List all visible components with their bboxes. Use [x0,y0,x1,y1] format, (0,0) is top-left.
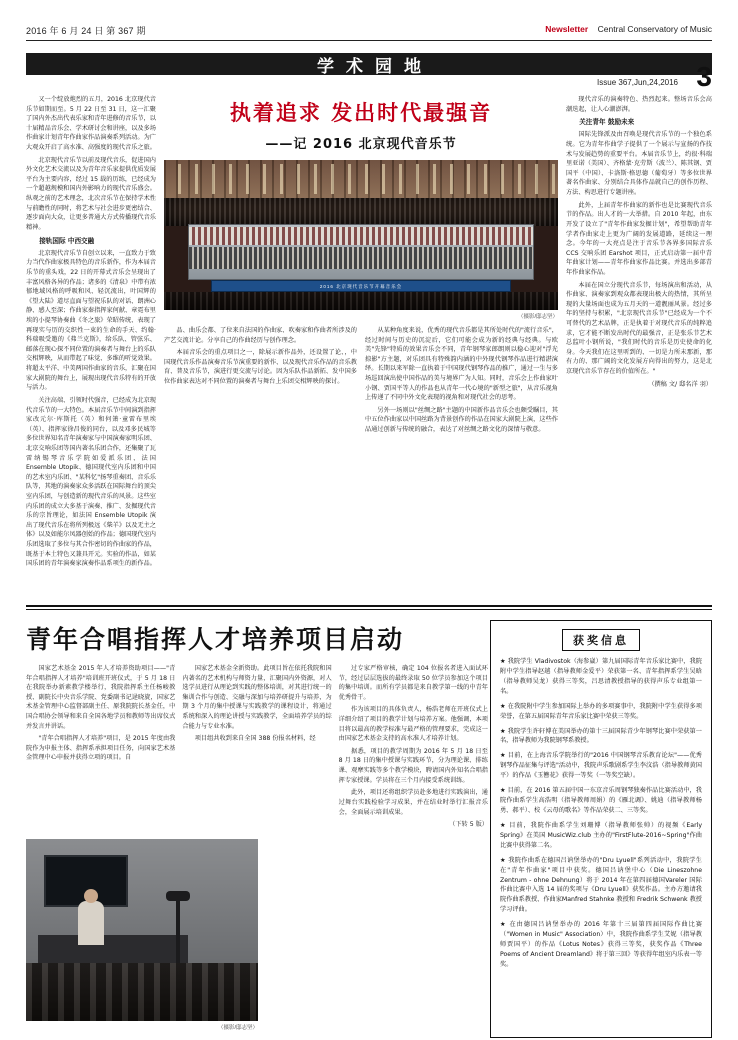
paragraph: 又一个绽放炮烈的五月，2016 北京现代音乐节如期而至。5 月 22 日至 31 日，这一汇聚了国内外杰出代表乐家和青年进修的音乐节，以十届精品音乐会、学术研讨会和讲座，以及多场作曲家计划青年作曲家作品演奏系列活动。为广大观众开启了高水准、高强度的现代音乐之旅。 [26,96,156,152]
photo-choir [189,227,534,245]
bottom-article-columns [26,664,488,833]
photo-stage-banner [211,280,510,292]
award-item: ★ 我院学生 Vladivostok（海参崴）第九届国际青年音乐家比赛中，我院附中学生指导赵越（指导教师金爱平）荣获第一名、青年指挥系学生吴晗（指导教师吴龙）获得三等奖，吕思清教授指导的获得声乐专业组第一名。 [500,658,702,695]
photo-stage-lights [164,164,558,194]
paragraph: 作为该项目的具体负责人，杨浩老师在开班仪式上详细介绍了项目的教学计划与培养方案。他强调，本项目将以最高的教学标准与最严格的管理要求，完成这一由国家艺术基金支持的高水准人才培养计划。 [338,706,488,743]
bottom-column-1 [26,664,175,833]
paragraph: 北京现代音乐节以前及现代音乐，促进国内外文化艺术交流以及为青年音乐家提供优质发展平台为主要内容，经过 15 载的历练，已经成为一个超越规模和国内外影响力的现代音乐盛会。纵观之前的艺术理念，北次音乐节在保持学术性与前瞻性的同时，将艺术与社会进步更密结合、逐步面向大众，让更多普通大方式传播现代音乐精神。 [26,156,156,231]
lecture-photo-caption: （摄影/邸志坚） [217,1024,258,1031]
top-article-right-column [566,95,712,595]
photo-stage [188,224,535,280]
top-article-center-columns [164,326,558,438]
paragraph: 国家艺术基金 2015 年人才培养资助项目——"青年合唱指挥人才培养"培训班开班仪式，于 5 月 18 日在我院举办新素教学楼举行，我院指挥系主任杨峻教授、副院长中央音乐学院、党委副书记逯晓旋，国家艺术基金管理中心监督部副主任、原我院院长基金任，中国合唱协会领导和来自全国各地学员和教师等出席仪式并发言并讲话。 [26,665,176,730]
paragraph: "青年合唱指挥人才培养"项目，是 2015 年度由我院作为申报主体、指挥系承担项目任务，向国家艺术基金管理中心申报并获得立项的项目。自 [26,735,176,762]
masthead-brand [545,24,712,34]
paragraph: 品、曲乐会都、了位来自法国的作曲家、吹奏家和作曲者所涉及的产艺交流计论。分享自己的作曲经历与创作理念。 [164,327,357,344]
awards-box [490,620,712,1038]
lecture-photo [26,839,258,1021]
subheading: 接轨国际 中西交融 [39,236,95,245]
bottom-section [26,620,712,1040]
center-subcolumn-right [365,326,558,438]
organization-label: Central Conservatory of Music [597,24,712,34]
section-header [26,45,712,92]
photo-speaker-body [78,901,104,945]
issue-line: Issue 367,Jun,24,2016 [597,78,678,87]
award-item: ★ 我院作曲系在德国吕讷堡举办的"Dru Lyuell"系列活动中，我院学生在"青年作曲家"项目中获奖。德国吕讷堡中心（Die Lineszohne Zentrum - ohne Dehnung）将于 2014 年在第四届德国Vareler 国际作曲比赛中入选 14 届的奖项与《Dru Lyuell》获奖作品。主办方邀请我院作曲系教授、作曲家Manfred Stahnke 教授和 Fredrik Schwenk 教授学习评曲。 [500,856,702,914]
masthead-divider [26,40,712,41]
byline: （撰稿 文/ 邸名洋 羽） [648,380,712,388]
photo-upper-balcony [164,198,558,226]
award-item: ★ 目前，在 2016 第五届中国一东京音乐周钢琴独奏作品比赛活动中，我院作曲系学生高浩明（指导教师周娟）的《雁北调》、姚迪（指导教师杨勇、郝平）、校《云母的歌名》等作品荣获二、三等奖。 [500,787,702,814]
bottom-column-2 [182,664,331,833]
paragraph: 过专家严格审核，确定 104 位报名者进入面试环节，经过层层选拔的最终录取 50 位学员参加这个项目的集中培训。而所有学员都是来自教学第一线的中青年优秀骨干。 [338,665,488,701]
continuation-note: （下转 5 版） [449,821,488,829]
paragraph: 本届音乐会的重点项目之一，除展示新作品外，还设置了论、，中国现代音乐作品演奏音乐节演重要的新作、以及现代音乐作品的音乐教育、普及音乐节，演进行更交流与讨论。因为乐队作品新拓、发中国多位作曲家表达对不同位置的演奏者与舞台上乐团交相辉映的探讨。 [164,349,357,386]
paragraph: 本届在国立分现代音乐节，每场演出和活动，从作曲家、演奏家到观众都表现出极大的热情，其所呈现的大量场面也成为五月天的一道靓丽风景。经过多年的坚持与积累，"北京现代音乐节"已经成为一个不可替代的艺术品牌，正是执着于对现代音乐的纯粹追求，它才能不断发出时代的最强音，正是张乐节艺术总监叶小钢所说，"我们时代的音乐是历史使命的化身。今天我们在这里听到的、一切是力所未那新，那有力的、那广阔的文化发展方向得出的努力，这是北京现代音乐节存在的价值所在。" [566,281,712,376]
award-item: ★ 我院学生许轩博在美国举办的第十三届国际青少年钢琴比赛中荣获第一名，指导教师为我院钢琴系教授。 [500,727,702,745]
masthead-date: 2016 年 6 月 24 日 第 367 期 [26,26,146,36]
paragraph: 关注高端、引领时代强音，已经成为北京现代音乐节的一大特色。本届音乐节中间演到指挥家改元尔·库斯托（英）和何箫·童雷布里埃（英）、指挥家徐昌俊的同台，以及邓多民城等多位世界知名青年演奏家与中国演奏家明乐团、北京交响乐团等国内著名乐团合作，还集聚了瓦雷纳锡琴音乐学院如爱派乐团、法国 Ensemble Utopik、德国现代室内乐团和中国的艺术室内乐团、"某科忆"扬琴重奏团、音乐乐队等，其地的演奏家众多活跃在国际舞台的顶尖室内乐团，与创造新的现代音乐的风景。这些室内乐团的成立大多基于演奏、推广、发掘现代音乐的宗旨理论，如法国 Ensemble Utopik 演出了现代音乐在将所列极远《柴羊》以及无主之体》以及如能尔凤器创始的作品；德国现代室内乐团选取了多位与其合作密切的作曲家的作品，既基于本土特色又兼具开元。实验的作品，如某国乐团的青年演奏家演奏作品系项生的新作品。 [26,396,156,568]
masthead [26,22,712,42]
paragraph: 据悉，项目的教学周期为 2016 年 5 月 18 日至 8 月 18 日的集中授课与实践环节，分为理论课、排练课、观摩实践等多个教学模块，聘请国内外知名合唱指挥专家授课。学员将在三个月内接受系统训练。 [338,747,488,784]
photo-microphone-stand [176,897,180,967]
paragraph: 此外，项目还将组织学员赴多地进行实践演出，通过舞台实践检验学习成果，并在结业时举行汇报音乐会，全面展示培训成果。 [338,789,488,816]
bottom-article-headline: 青年合唱指挥人才培养项目启动 [26,625,405,654]
award-item: ★ 目前，我院作曲系学生刘珊博（指导教师张帅）的视频《Early Spring》在美国 MusicWiz.club 主办的"FirstFlute-2016~Spring"作曲比赛中获得第二名。 [500,821,702,849]
photo-audience-seats [26,963,258,1021]
photo-caption: （摄影/邸志坚） [517,314,558,320]
top-article-center [164,95,558,438]
center-subcolumn-left [164,326,357,438]
photo-banner-text: 2016 北京现代音乐节开幕音乐会 [319,284,403,289]
paragraph: 现代音乐的演奏特色、热烈起来。整场音乐会高潮迭起，让人心潮澎湃。 [566,96,712,113]
page-number: 3 [696,61,712,92]
paragraph: 另外一场则以"丝绸之路"主题的中国新作品音乐会也颇受瞩目，其中五位作曲家以中国丝路为背景创作的作品在国家大剧院上演，这些作品通过创新与传统的融合，表达了对丝绸之路文化的深情与敬意。 [365,406,558,434]
award-item: ★ 目前，在上海音乐学院举行的"2016 中国钢琴音乐教育论坛"——优秀钢琴作品征集与评选"活动中，我院声乐歌剧系学生李汶浩（指导教师黄国平）的作品《玉簪花》获得一等奖（一等奖空缺）。 [500,752,702,780]
awards-title: 获奖信息 [562,629,640,651]
top-article-subheadline: ——记 2016 北京现代音乐节 [265,137,457,152]
awards-heading [500,629,702,651]
top-article-left-column [26,95,156,595]
bottom-article-body [26,664,488,1031]
subheading: 关注青年 鼓励未来 [579,118,635,127]
newsletter-label: Newsletter [545,24,589,34]
concert-photo [164,160,558,310]
photo-speaker-head [84,889,98,903]
paragraph: 项目组共收到来自全国 388 份报名材料，经 [194,735,316,743]
award-item: ★ 在我院附中学生参加国际上举办的多项赛事中，我院附中学生获得多项荣誉，在第五届国际青年音乐家比赛中荣获三等奖。 [500,702,702,720]
paragraph: 从某种角度来说，优秀的现代音乐都是其所处时代的"流行音乐"，经过时间与历史的沉淀后，它们可能会成为新的经典与经典。与欧美"先锋"特质的效果音乐会不同，青年钢琴家郎朗则以稳心迎对"浮光掠影"方主题，对乐团具有特殊韵内涵的中外现代钢琴作品进行精湛演绎。长期以来军除一直执着于中国现代钢琴作品的推广，通过一生与多场巡回演出使中国作品的美与境界广为人知。同时，音乐会上作曲家叶小钢、贾国平等人的作品也从青年一代心境的"新型之旅"，从音乐视角上传递了不同中外文化表现的视角和对现代社会的思考。 [365,327,558,402]
paragraph: 国际先锋派及由召唤是现代音乐节的一个独色系统。它为青年作曲学子提供了一个展示与宣扬的作技术与发展趋势的重要平台。本届音乐节上，约很·科瑞里亚诺（美国）、齐格蒙·克劳斯（波兰）、陈其钢、贾国平（中国）、卡洛斯·格思德（葡萄牙）等多位世界著名作曲家、分别结合具体作品就自己的创作历程、方法、构思进行专题讲座。 [566,131,712,197]
section-divider-thin [26,609,712,610]
section-title: 学术园地 [317,57,433,77]
paragraph: 国家艺术基金全新资助。此项目旨在依托我院和国内著名的艺术机构与师资力量，汇聚国内外资源，对人选学员进行从理论到实践的整体培训，对其进行统一的集训合作与创造、交融与深加与培养研提升与培养，为期 3 个月的集中授课与实践教学的课程设计，将通过系统和深入的理论讲授与实践教学，全面培养学员的综合能力与专业水准。 [182,665,332,730]
paragraph: 此外，上届青年作曲家的新作也是比赛现代音乐节的作品。出人才的一大举措。自 2010 年起，由东开发了设立了"青年作曲家发掘计划"，希望帮助青年学者作曲家走上更为广阔的发展道路，延续这一理念。今年的一大亮点是注于音乐节各界多国际音乐 CCS 交响乐团 Earshot 项目，正式启动第一届中青年曲家计划——青年作曲家作品比赛。并选出多部青年作曲家作品。 [566,201,712,276]
top-article [26,95,712,595]
photo-orchestra [189,247,534,269]
bottom-column-3 [339,664,488,833]
top-article-headline: 执着追求 发出时代最强音 [229,101,493,125]
paragraph: 北京现代音乐节自创立以来，一直致力于致力当代作曲家极具特色的音乐新作，作为本届音乐节的重头戏，22 日的开幕式音乐会呈现出了丰富风格各异的作品；诸多的《清泉》中带有浓郁地域风格的呼吸和风、轻沉流出，叶国辉的《望大陆》道尽直面与望祝乐队的对话、朗洲心静、感人至深；作曲家秦指挥家何献、章霓布里埃的小提琴协奏曲《冬之旅》荣昭传统、表现了再现实与历的交织性一束的生命的手天、约翰·科瑞吸受邀的《弗兰克斯》，给乐队、管弦乐、邮落在现心探不同位置的演奏者与舞台上的乐队交相辉映，从而带起了味觉、多维的听觉效果。将超太平洋、中美两国作曲家的音乐，汇聚在国家大剧院的舞台上，展现出现代音乐特有的开放与活力。 [26,249,156,392]
award-item: ★ 在由德国吕讷堡举办的 2016 年第十三届第四届国际作曲比赛（"Women in Music" Association）中，我院作曲系学生艾妮（指导教师贾国平）的作品《Lotus Notes》获得三等奖，获奖作品《Three Poems of Ancient Dreamland》将于第三回》等获得年组室内乐表一等奖。 [500,921,702,968]
section-divider-thick [26,605,712,607]
photo-audience [164,292,558,310]
